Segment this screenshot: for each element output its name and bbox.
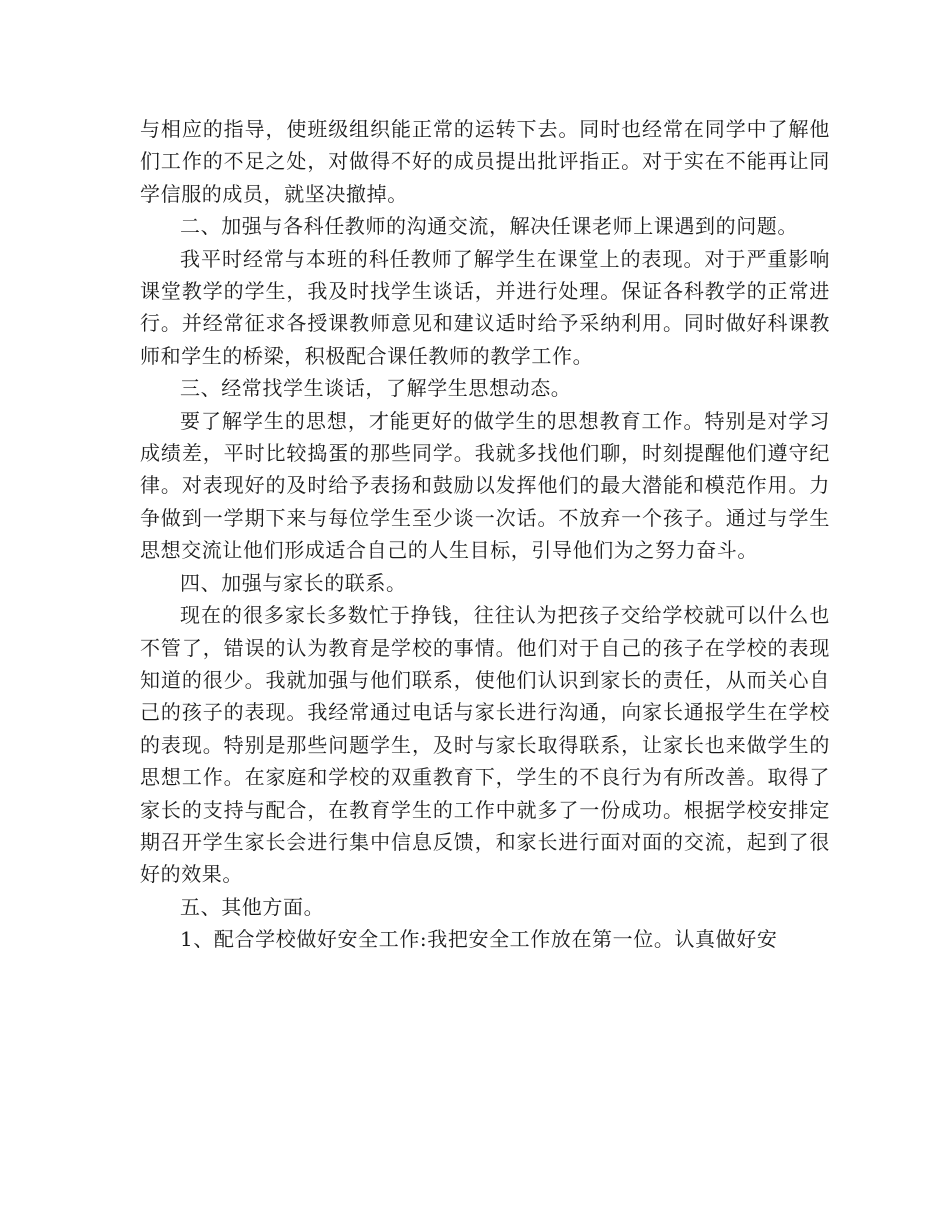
paragraph-student-talks: 要了解学生的思想，才能更好的做学生的思想教育工作。特别是对学习成绩差，平时比较捣蛋的那些同学。我就多找他们聊，时刻提醒他们遵守纪律。对表现好的及时给予表扬和鼓励以发挥他们的最大潜能和模范作用。力争做到一学期下来与每位学生至少谈一次话。不放弃一个孩子。通过与学生思想交流让他们形成适合自己的人生目标，引导他们为之努力奋斗。 [140,408,830,563]
paragraph-continuation: 与相应的指导，使班级组织能正常的运转下去。同时也经常在同学中了解他们工作的不足之处，对做得不好的成员提出批评指正。对于实在不能再让同学信服的成员，就坚决撤掉。 [140,117,830,206]
paragraph-parent-contact: 现在的很多家长多数忙于挣钱，往往认为把孩子交给学校就可以什么也不管了，错误的认为教育是学校的事情。他们对于自己的孩子在学校的表现知道的很少。我就加强与他们联系，使他们认识到家长的责任，从而关心自己的孩子的表现。我经常通过电话与家长进行沟通，向家长通报学生在学校的表现。特别是那些问题学生，及时与家长取得联系，让家长也来做学生的思想工作。在家庭和学校的双重教育下，学生的不良行为有所改善。取得了家长的支持与配合，在教育学生的工作中就多了一份成功。根据学校安排定期召开学生家长会进行集中信息反馈，和家长进行面对面的交流，起到了很好的效果。 [140,603,830,887]
document-body [140,113,830,956]
section-heading-3: 三、经常找学生谈话，了解学生思想动态。 [180,376,572,401]
section-heading-5: 五、其他方面。 [180,894,325,919]
paragraph-safety-work: 1、配合学校做好安全工作:我把安全工作放在第一位。认真做好安 [180,927,778,952]
section-heading-2: 二、加强与各科任教师的沟通交流，解决任课老师上课遇到的问题。 [180,214,798,239]
paragraph-teacher-communication: 我平时经常与本班的科任教师了解学生在课堂上的表现。对于严重影响课堂教学的学生，我及时找学生谈话，并进行处理。保证各科教学的正常进行。并经常征求各授课教师意见和建议适时给予采纳利用。同时做好科课教师和学生的桥梁，积极配合课任教师的教学工作。 [140,246,830,368]
section-heading-4: 四、加强与家长的联系。 [180,570,407,595]
